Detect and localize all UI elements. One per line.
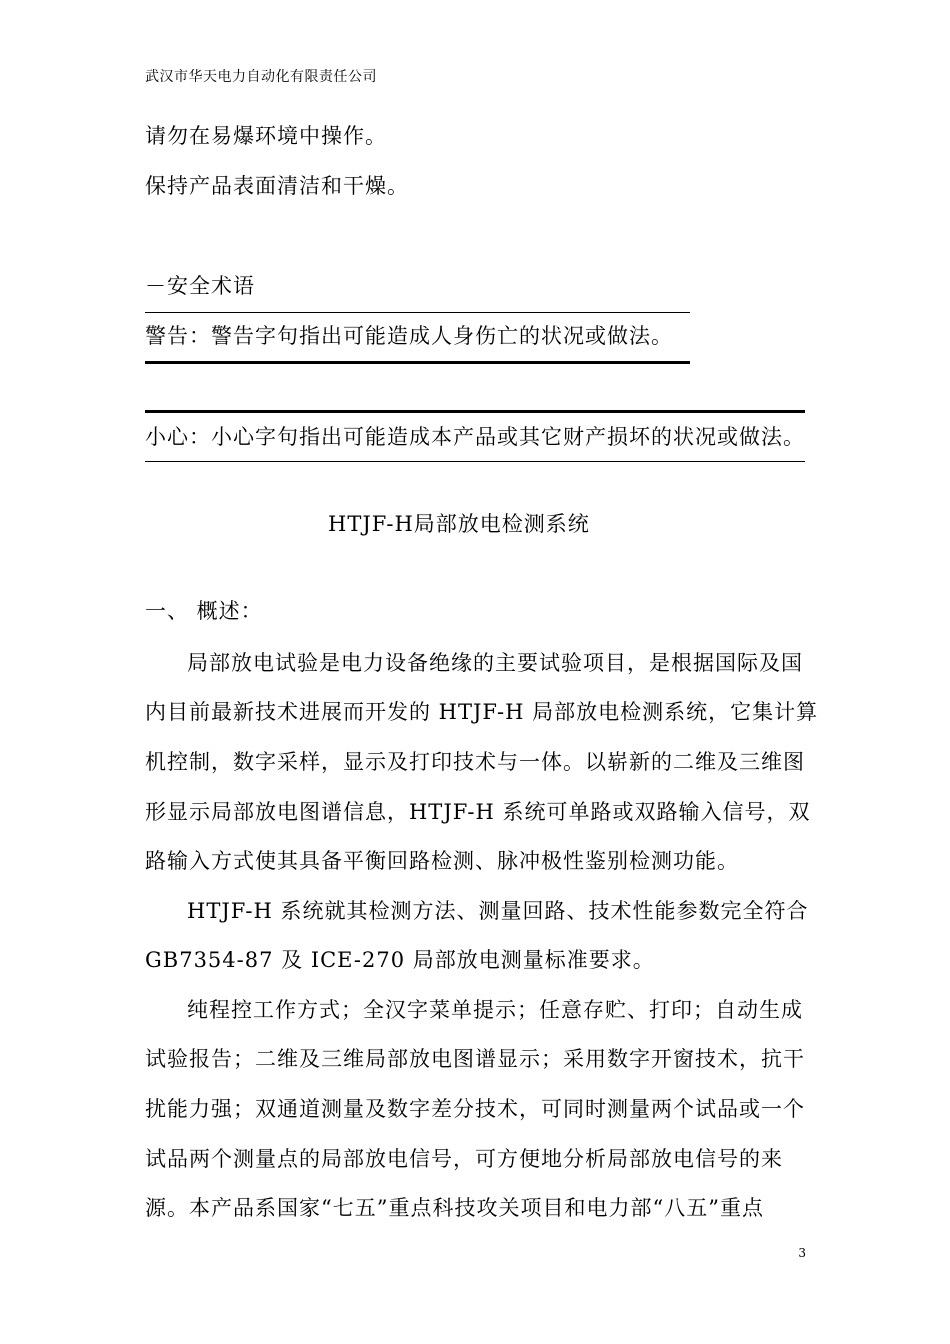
paragraph-line: 试验报告；二维及三维局部放电图谱显示；采用数字开窗技术，抗干 <box>145 1047 805 1071</box>
paragraph-line: 形显示局部放电图谱信息，HTJF-H 系统可单路或双路输入信号，双 <box>145 800 811 824</box>
warning-top-rule <box>145 312 690 313</box>
paragraph-line: 局部放电试验是电力设备绝缘的主要试验项目，是根据国际及国 <box>187 651 803 675</box>
paragraph-line: 内目前最新技术进展而开发的 HTJF-H 局部放电检测系统，它集计算 <box>145 700 819 724</box>
paragraph-line: 机控制，数字采样，显示及打印技术与一体。以崭新的二维及三维图 <box>145 750 805 774</box>
warning-bottom-rule <box>145 361 690 364</box>
paragraph-line: 纯程控工作方式；全汉字菜单提示；任意存贮、打印；自动生成 <box>187 998 803 1022</box>
paragraph-line: 试品两个测量点的局部放电信号，可方便地分析局部放电信号的来 <box>145 1147 783 1171</box>
safety-heading: －安全术语 <box>145 274 255 298</box>
header-company: 武汉市华天电力自动化有限责任公司 <box>145 69 377 85</box>
paragraph-line: 源。本产品系国家“七五”重点科技攻关项目和电力部“八五”重点 <box>145 1196 764 1220</box>
paragraph-line: GB7354-87 及 ICE-270 局部放电测量标准要求。 <box>145 948 655 972</box>
paragraph-line: 路输入方式使其具备平衡回路检测、脉冲极性鉴别检测功能。 <box>145 849 739 873</box>
page-number: 3 <box>798 1246 806 1260</box>
system-title: HTJF-H局部放电检测系统 <box>328 512 590 536</box>
caution-top-rule <box>145 410 805 413</box>
caution-bottom-rule <box>145 461 805 462</box>
intro-line-1: 请勿在易爆环境中操作。 <box>145 124 387 148</box>
paragraph-line: HTJF-H 系统就其检测方法、测量回路、技术性能参数完全符合 <box>187 899 809 923</box>
caution-text: 小心：小心字句指出可能造成本产品或其它财产损坏的状况或做法。 <box>145 425 805 449</box>
warning-text: 警告：警告字句指出可能造成人身伤亡的状况或做法。 <box>145 324 673 348</box>
section-heading: 一、 概述： <box>145 599 263 623</box>
intro-line-2: 保持产品表面清洁和干燥。 <box>145 174 409 198</box>
paragraph-line: 扰能力强；双通道测量及数字差分技术，可同时测量两个试品或一个 <box>145 1097 805 1121</box>
